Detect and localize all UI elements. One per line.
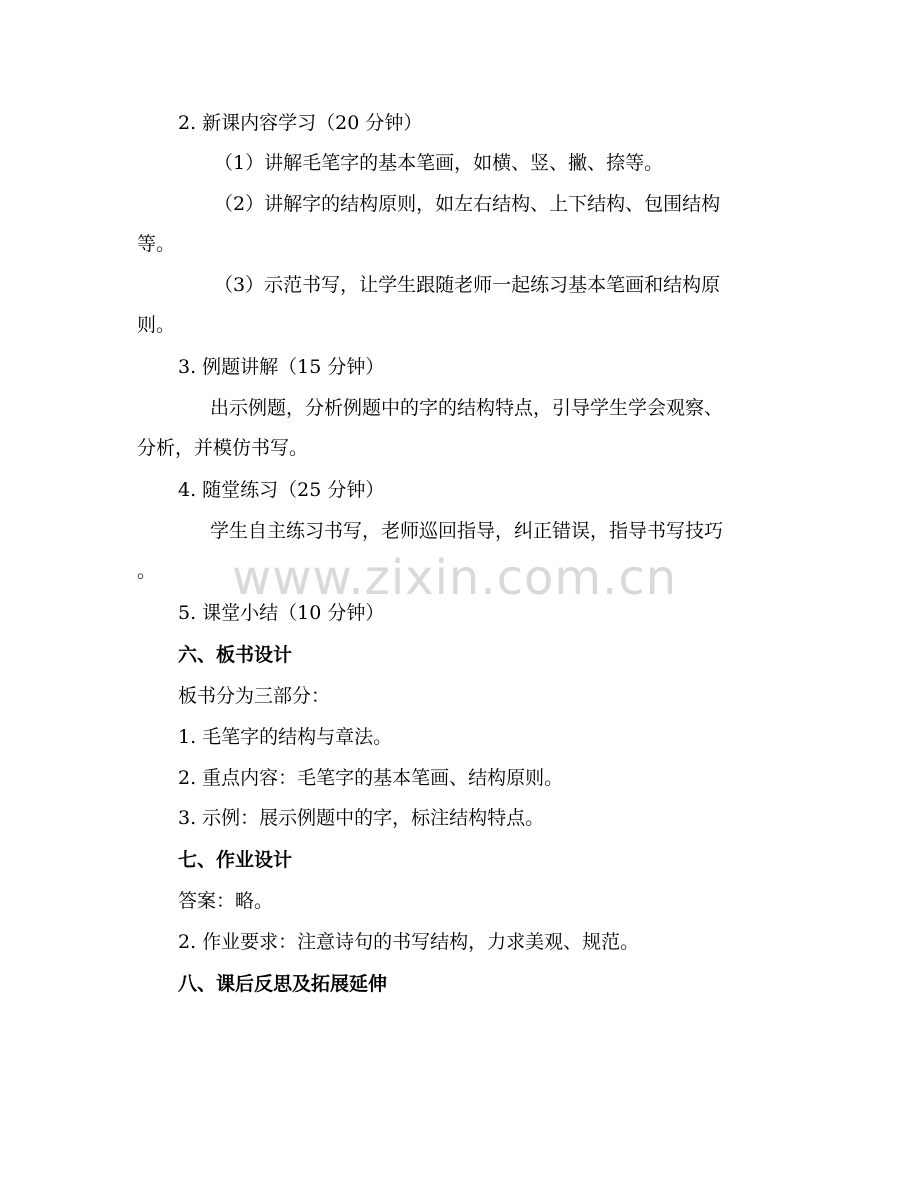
paragraph-strokes: （1）讲解毛笔字的基本笔画，如横、竖、撇、捺等。 — [214, 152, 664, 174]
section-item-examples: 3. 例题讲解（15 分钟） — [178, 356, 385, 378]
paragraph-structure-rules: （2）讲解字的结构原则，如左右结构、上下结构、包围结构 — [214, 193, 721, 215]
paragraph-examples-cont: 分析，并模仿书写。 — [137, 437, 309, 459]
heading-reflection: 八、课后反思及拓展延伸 — [178, 973, 388, 995]
paragraph-answer: 答案：略。 — [178, 890, 274, 912]
watermark: www.zixin.com.cn — [232, 550, 678, 606]
list-item-homework-requirements: 2. 作业要求：注意诗句的书写结构，力求美观、规范。 — [178, 931, 640, 953]
section-item-summary: 5. 课堂小结（10 分钟） — [178, 602, 385, 624]
paragraph-examples: 出示例题，分析例题中的字的结构特点，引导学生学会观察、 — [210, 397, 724, 419]
paragraph-practice-cont: 。 — [137, 560, 157, 582]
list-item-board-2: 2. 重点内容：毛笔字的基本笔画、结构原则。 — [178, 767, 564, 789]
paragraph-structure-rules-cont: 等。 — [137, 233, 176, 255]
heading-board-design: 六、板书设计 — [178, 644, 293, 666]
paragraph-demonstration-cont: 则。 — [137, 314, 176, 336]
heading-homework: 七、作业设计 — [178, 849, 293, 871]
section-item-new-lesson: 2. 新课内容学习（20 分钟） — [178, 112, 423, 134]
list-item-board-1: 1. 毛笔字的结构与章法。 — [178, 726, 393, 748]
paragraph-demonstration: （3）示范书写，让学生跟随老师一起练习基本笔画和结构原 — [214, 274, 721, 296]
paragraph-practice: 学生自主练习书写，老师巡回指导，纠正错误，指导书写技巧 — [210, 520, 724, 542]
paragraph-board-parts: 板书分为三部分： — [178, 685, 331, 707]
section-item-practice: 4. 随堂练习（25 分钟） — [178, 479, 385, 501]
list-item-board-3: 3. 示例：展示例题中的字，标注结构特点。 — [178, 807, 545, 829]
